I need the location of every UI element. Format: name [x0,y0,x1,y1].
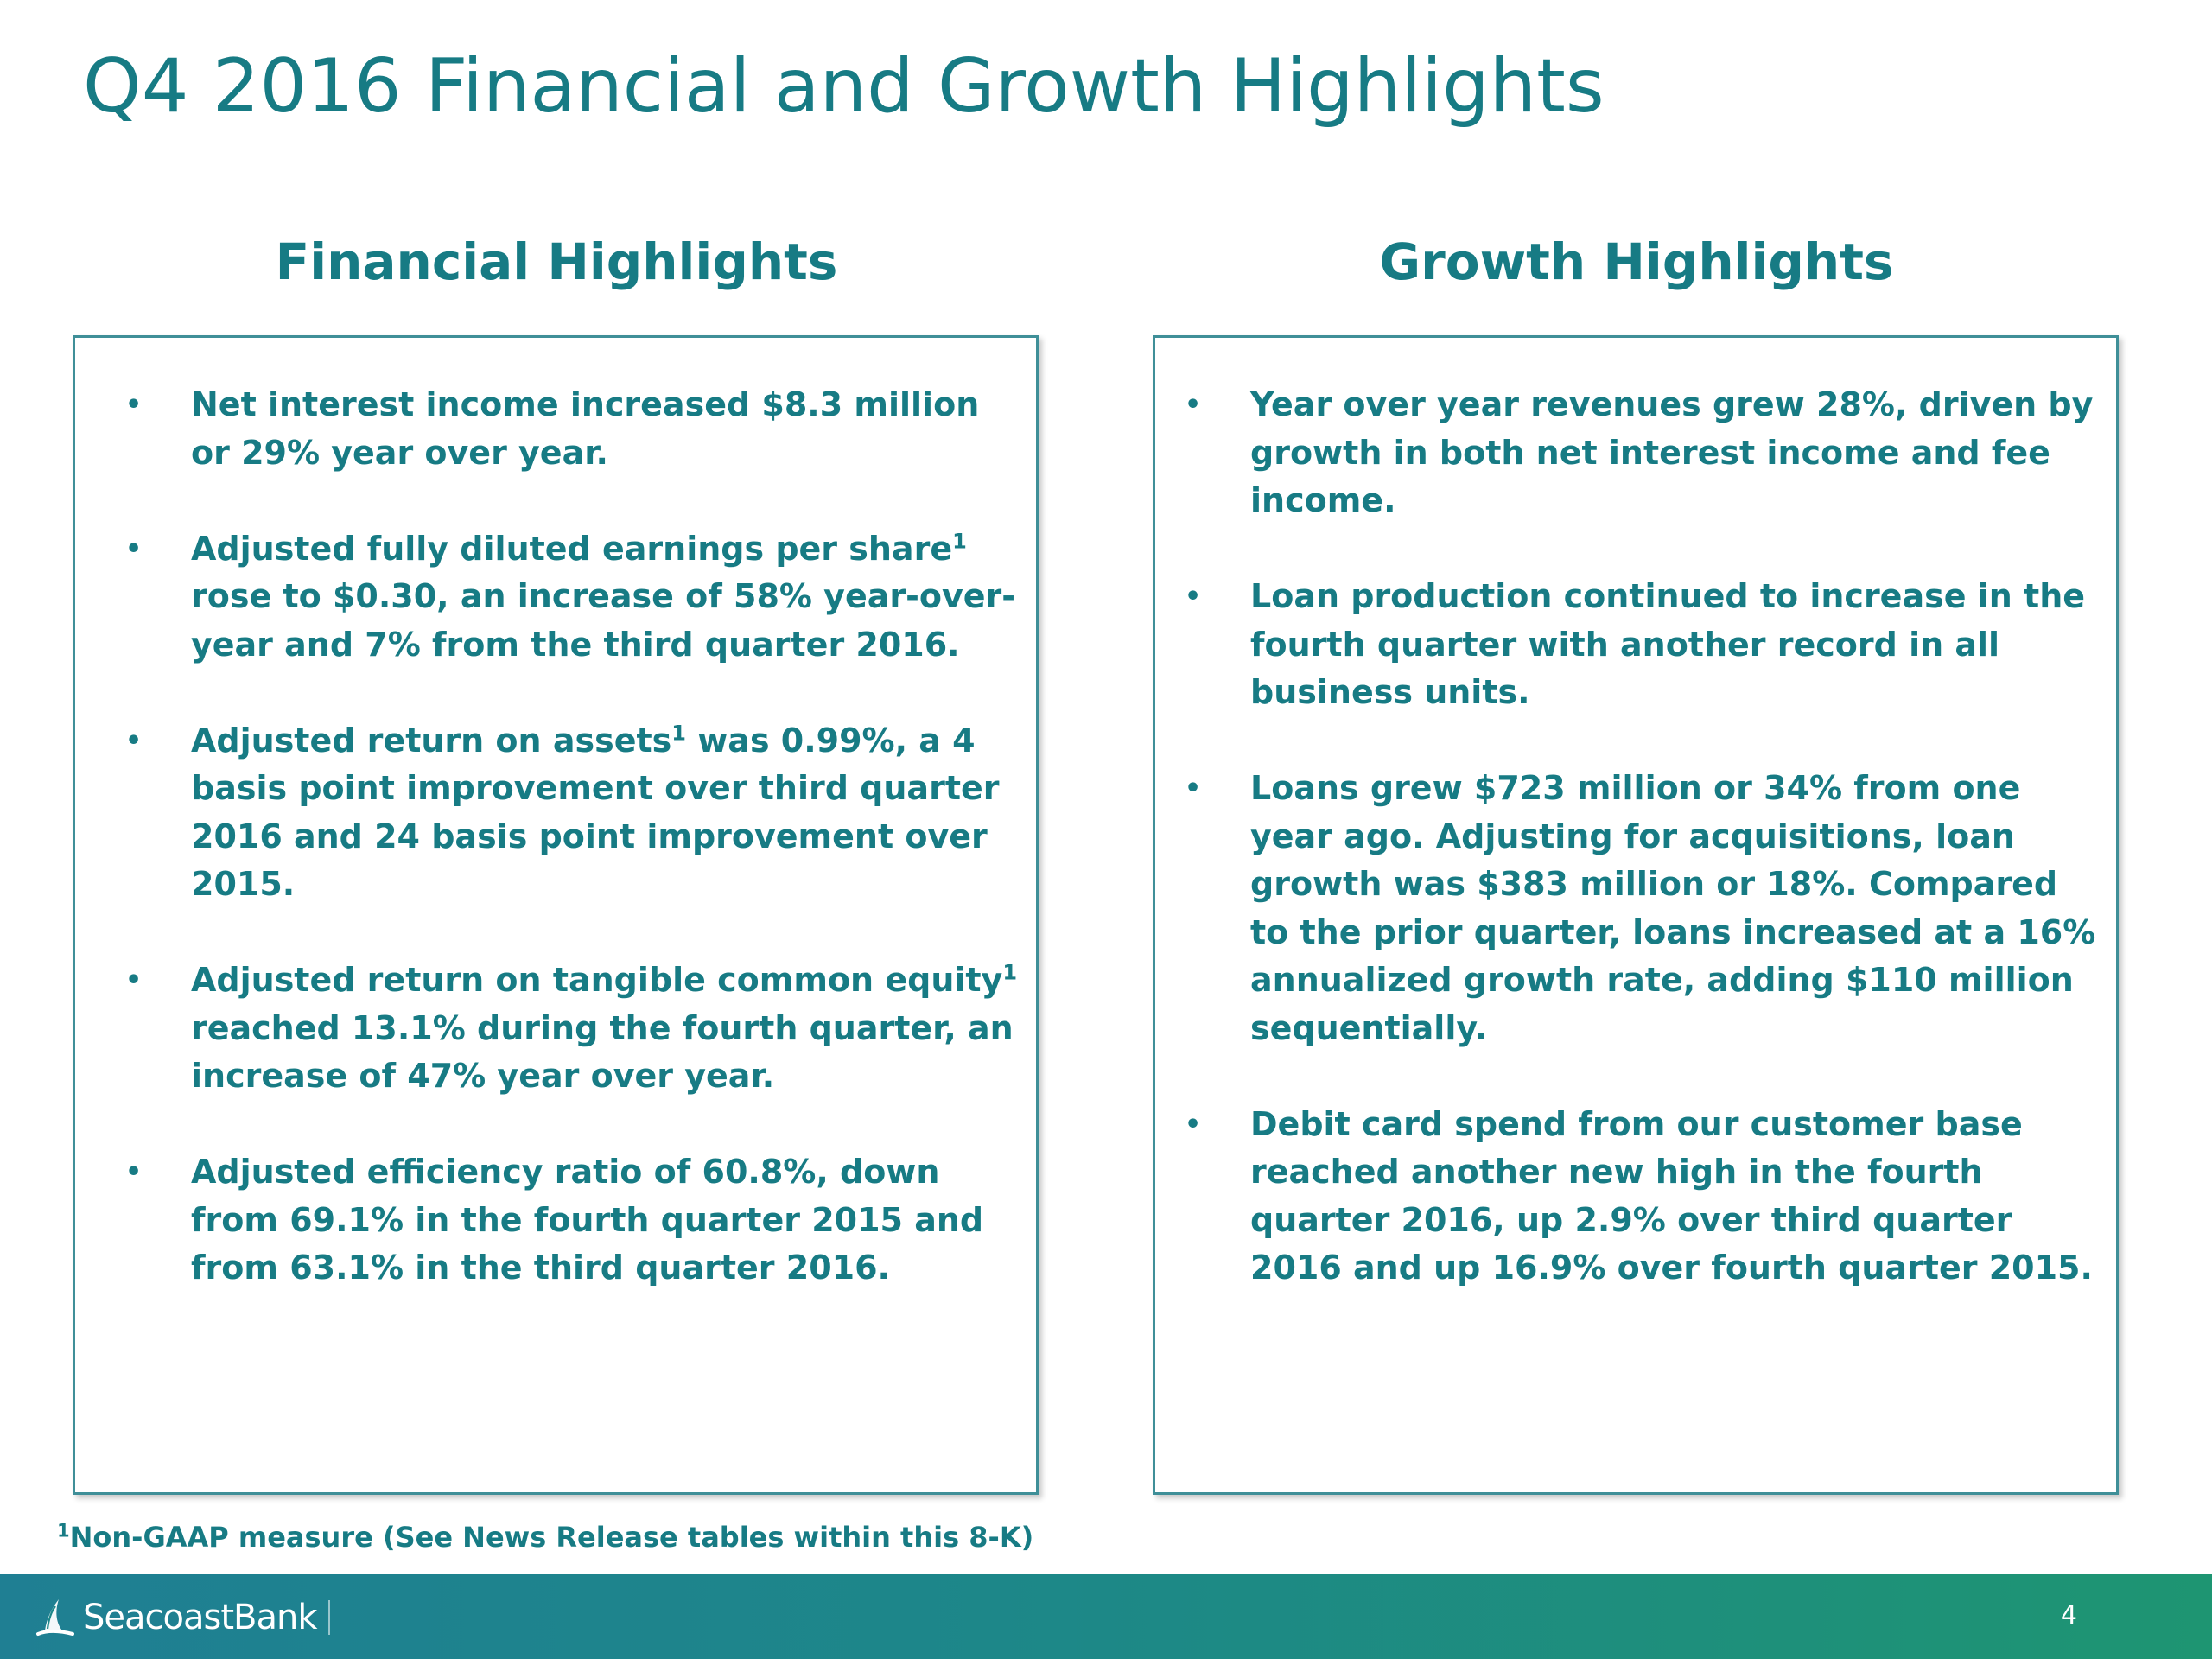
bullet-text: Loans grew $723 million or 34% from one year ago. Adjusting for acquisitions, loan growth was $383 million or 18%. Compared to the prior quarter, loans increased at a 16% annualized growth rate, adding $110 million sequentially. [1250,769,2096,1047]
page-number: 4 [2060,1600,2077,1630]
bullet-text: Debit card spend from our customer base reached another new high in the fourth quarter 2016, up 2.9% over third quarter 2016 and up 16.9% over fourth quarter 2015. [1250,1104,2093,1287]
list-item [1185,381,2106,525]
bullet-icon: • [125,725,143,756]
bullet-icon: • [125,533,143,564]
footer-bar [0,1574,2212,1659]
footnote-marker: 1 [57,1520,70,1541]
bullet-text: Loan production continued to increase in the fourth quarter with another record in all business units. [1250,577,2086,711]
bullet-icon: • [1185,1109,1202,1140]
footnote-marker: 1 [671,720,686,745]
slide-title: Q4 2016 Financial and Growth Highlights [83,43,1605,130]
growth-highlights-panel [1153,335,2119,1495]
bullet-icon: • [1185,390,1202,420]
list-item [1185,1101,2106,1293]
bullet-text: Adjusted return on tangible common equity [191,961,1003,999]
logo-divider [328,1600,330,1635]
logo-text: SeacoastBank [83,1598,317,1637]
growth-highlights-list [1185,381,2106,1340]
footnote [57,1516,1033,1559]
bullet-text: was 0.99%, a 4 basis point improvement over third quarter 2016 and 24 basis point improvement over 2015. [191,721,1000,903]
bullet-text: Year over year revenues grew 28%, driven by growth in both net interest income and fee income. [1250,385,2094,519]
bullet-text: rose to $0.30, an increase of 58% year-over-year and 7% from the third quarter 2016. [191,577,1016,664]
financial-highlights-heading: Financial Highlights [275,232,838,291]
list-item [125,525,1020,670]
bullet-text: Adjusted fully diluted earnings per share [191,529,953,568]
financial-highlights-list [125,381,1020,1340]
bullet-text: Net interest income increased $8.3 million or 29% year over year. [191,385,980,472]
bullet-icon: • [125,390,143,420]
seacoast-bank-logo [33,1595,330,1640]
list-item [125,957,1020,1101]
list-item [125,717,1020,909]
list-item [1185,765,2106,1052]
list-item [125,1148,1020,1293]
bullet-icon: • [1185,582,1202,612]
footnote-marker: 1 [1002,960,1018,985]
bullet-text: reached 13.1% during the fourth quarter, an increase of 47% year over year. [191,1008,1014,1095]
list-item [1185,573,2106,717]
footnote-marker: 1 [952,528,967,553]
bullet-icon: • [125,1157,143,1187]
financial-highlights-panel [73,335,1039,1495]
sailboat-icon [33,1596,76,1639]
bullet-icon: • [1185,773,1202,804]
bullet-text: Adjusted return on assets [191,721,672,760]
bullet-icon: • [125,965,143,995]
growth-highlights-heading: Growth Highlights [1379,232,1894,291]
footnote-text: Non-GAAP measure (See News Release tables within this 8-K) [69,1521,1034,1554]
bullet-text: Adjusted efficiency ratio of 60.8%, down from 69.1% in the fourth quarter 2015 and from 63.1% in the third quarter 2016. [191,1153,984,1287]
list-item [125,381,1020,477]
